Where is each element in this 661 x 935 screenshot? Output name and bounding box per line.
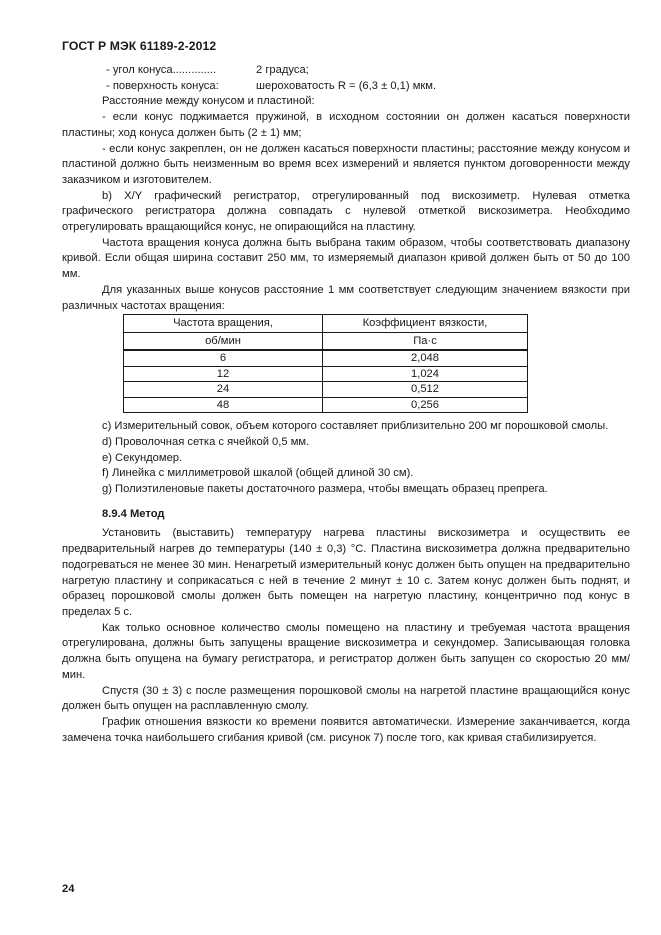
cone-angle-value: 2 градуса;	[256, 64, 309, 76]
paragraph: Установить (выставить) температуру нагрева пластины вискозиметра и осуществить ее предварительный нагрев до температуры (140 ± 0,3) °С. Пластина вискозиметра должна предварительно подогреваться не менее 30 мин. Ненагретый измерительный конус должен быть опущен на предварительно нагретую пластину и соприкасаться с ней в течение 2 минут ± 10 с. Затем конус должен быть поднят, и образец порошковой смолы должен быть помещен на нагретую пластину, концентрично под конус в пределах 5 с.	[62, 527, 630, 618]
paragraph: d) Проволочная сетка с ячейкой 0,5 мм.	[102, 435, 310, 448]
table-header-cell: Па·с	[323, 332, 528, 350]
equipment-list	[62, 419, 630, 498]
cone-surface-label: - поверхность конуса:	[106, 79, 219, 92]
table-cell: 24	[124, 382, 323, 398]
paragraph: - если конус поджимается пружиной, в исходном состоянии он должен касаться поверхности пластины; ход конуса должен быть (2 ± 1) мм;	[62, 111, 630, 139]
cone-angle-label: - угол конуса..............	[106, 64, 217, 76]
cone-angle-item	[62, 63, 630, 79]
paragraph: Как только основное количество смолы помещено на пластину и требуемая частота вращения отрегулирована, должны быть запущены вращение вискозиметра и секундомер. Записывающая головка должна быть опущена на бумагу регистратора, и регистратор должен быть запущен со скоростью 20 мм/мин.	[62, 621, 630, 681]
paragraph: e) Секундомер.	[102, 451, 183, 464]
table-row	[124, 397, 528, 413]
table-cell: 0,256	[323, 397, 528, 413]
paragraph: Спустя (30 ± 3) с после размещения порошковой смолы на нагретой пластине вращающийся конус должен быть опущен на расплавленную смолу.	[62, 684, 630, 713]
table-cell: 12	[124, 366, 323, 382]
paragraph: g) Полиэтиленовые пакеты достаточного размера, чтобы вмещать образец препрега.	[102, 483, 548, 496]
table-header-cell: Коэффициент вязкости,	[323, 315, 528, 333]
paragraph: Расстояние между конусом и пластиной:	[102, 95, 315, 108]
table-header-cell: Частота вращения,	[124, 315, 323, 333]
table-row	[124, 350, 528, 366]
section-title: 8.9.4 Метод	[102, 507, 165, 520]
cone-surface-item	[62, 79, 630, 95]
paragraph: - если конус закреплен, он не должен касаться поверхности пластины; расстояние между конусом и пластиной должно быть неизменным во время всех измерений и является пунктом договоренности между заказчиком и изготовителем.	[62, 142, 630, 186]
table-row	[124, 382, 528, 398]
table-header-cell: об/мин	[124, 332, 323, 350]
table-cell: 0,512	[323, 382, 528, 398]
table-cell: 1,024	[323, 366, 528, 382]
table-cell: 6	[124, 350, 323, 366]
table-row	[124, 366, 528, 382]
table-cell: 2,048	[323, 350, 528, 366]
page-number: 24	[62, 883, 75, 895]
paragraph: b) X/Y графический регистратор, отрегулированный под вискозиметр. Нулевая отметка графического регистратора должна совпадать с нулевой отметкой вискозиметра. Необходимо отрегулировать вращающийся конус, не опирающийся на пластину.	[62, 189, 630, 234]
cone-surface-value: шероховатость R = (6,3 ± 0,1) мкм.	[256, 79, 437, 92]
paragraph: f) Линейка с миллиметровой шкалой (общей длиной 30 см).	[102, 467, 414, 480]
standard-header: ГОСТ Р МЭК 61189-2-2012	[62, 39, 217, 53]
table-cell: 48	[124, 397, 323, 413]
paragraph: График отношения вязкости ко времени появится автоматически. Измерение заканчивается, когда замечена точка наибольшего сгибания кривой (см. рисунок 7) после того, как кривая стабилизируется.	[62, 715, 630, 744]
paragraph: c) Измерительный совок, объем которого составляет приблизительно 200 мг порошковой смолы.	[102, 420, 609, 433]
paragraph: Частота вращения конуса должна быть выбрана таким образом, чтобы соответствовать диапазону кривой. Если общая ширина составит 250 мм, то измеряемый диапазон кривой должен быть от 50 до 100 мм.	[62, 236, 630, 281]
viscosity-table	[123, 314, 528, 413]
paragraph: Для указанных выше конусов расстояние 1 мм соответствует следующим значением вязкости при различных частотах вращения:	[62, 283, 630, 312]
document-body	[62, 63, 630, 746]
